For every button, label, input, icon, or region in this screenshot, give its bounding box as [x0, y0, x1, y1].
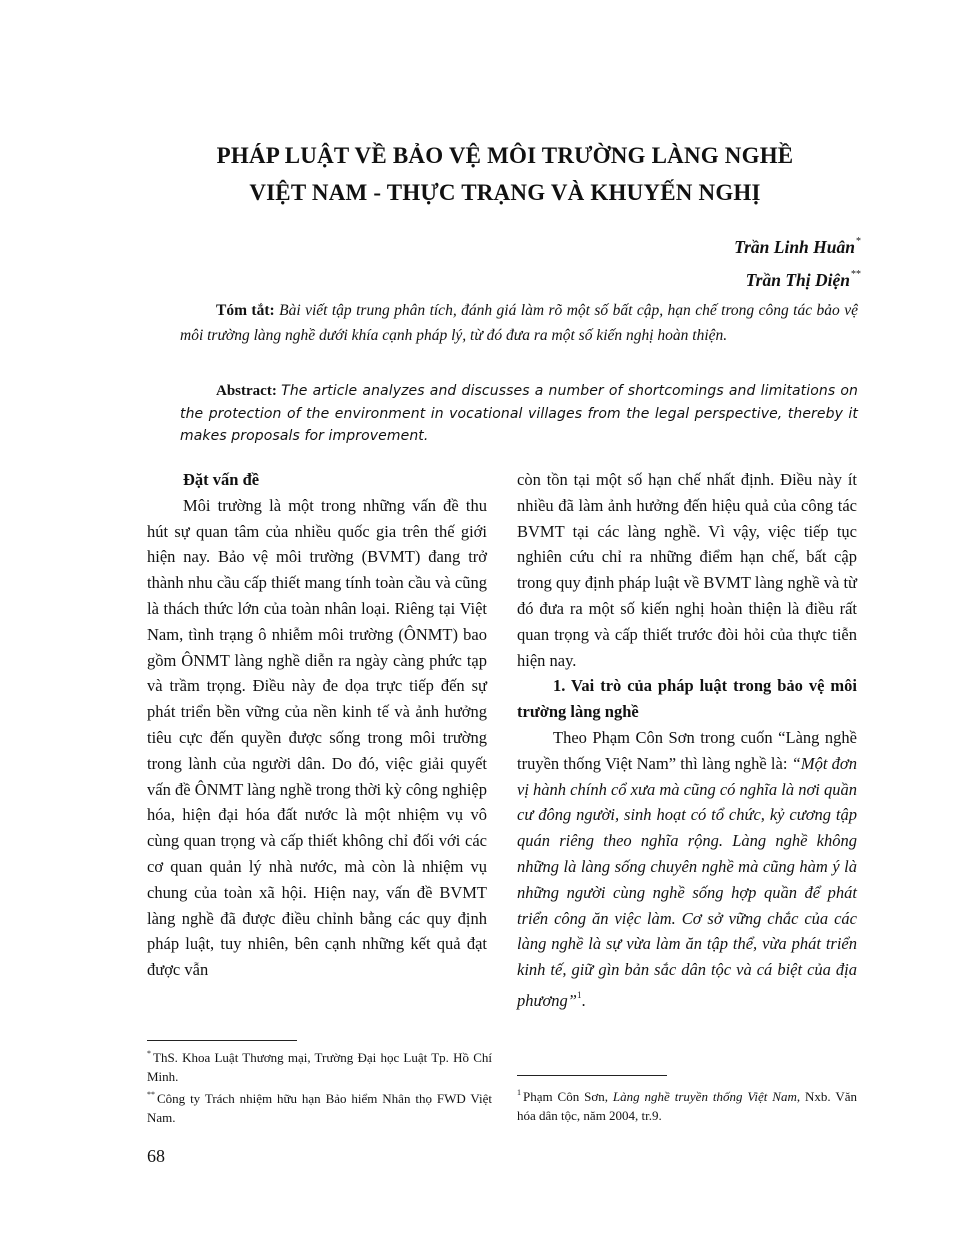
footnote-author-2	[147, 1086, 492, 1127]
right-column	[517, 467, 857, 1014]
left-column	[147, 467, 487, 983]
footnote-1-text: ThS. Khoa Luật Thương mại, Trường Đại học Luật Tp. Hồ Chí Minh.	[147, 1050, 492, 1084]
footnote-ref-1: 1	[576, 989, 582, 1000]
footnote-2-mark: **	[147, 1090, 155, 1099]
author-2-mark: **	[851, 269, 861, 280]
footnote-right-book: Làng nghề truyền thống Việt Nam	[612, 1089, 797, 1104]
title-line-1: PHÁP LUẬT VỀ BẢO VỆ MÔI TRƯỜNG LÀNG NGHỀ	[216, 143, 794, 168]
footnote-author-1	[147, 1045, 492, 1086]
abstract-vi-label: Tóm tắt:	[216, 302, 275, 319]
footnotes-left	[147, 1045, 492, 1127]
footnote-1-mark: *	[147, 1049, 151, 1058]
introduction-paragraph: Môi trường là một trong những vấn đề thu hút sự quan tâm của nhiều quốc gia trên thế giới hiện nay. Bảo vệ môi trường (BVMT) đang trở thành nhu cầu cấp thiết mang tính toàn cầu và cũng là thách thức lớn của toàn nhân loại. Riêng tại Việt Nam, tình trạng ô nhiễm môi trường (ÔNMT) bao gồm ÔNMT làng nghề diễn ra ngày càng phức tạp và trầm trọng. Điều này đe dọa trực tiếp đến sự phát triển bền vững của nền kinh tế và ảnh hưởng tiêu cực đến quyền được sống trong môi trường trong lành của người dân. Do đó, việc giải quyết vấn đề ÔNMT làng nghề trong thời kỳ công nghiệp hóa, hiện đại hóa đất nước là một nhiệm vụ vô cùng quan trọng và cấp thiết không chỉ đối với các cơ quan quản lý nhà nước, mà còn là nhiệm vụ chung của toàn xã hội. Hiện nay, vấn đề BVMT làng nghề đã được điều chỉnh bằng các quy định pháp luật, tuy nhiên, bên cạnh những kết quả đạt được vẫn	[147, 495, 487, 980]
page-number: 68	[147, 1146, 165, 1166]
definition-end: .	[581, 990, 586, 1010]
continuation-paragraph: còn tồn tại một số hạn chế nhất định. Điều này ít nhiều đã làm ảnh hưởng đến hiệu quả của công tác BVMT tại các làng nghề. Vì vậy, việc tiếp tục nghiên cứu chỉ ra những điểm hạn chế, bất cập trong quy định pháp luật về BVMT làng nghề và từ đó đưa ra một số kiến nghị hoàn thiện là điều rất quan trọng và cấp thiết trước đòi hỏi của thực tiễn hiện nay.	[517, 470, 857, 670]
definition-quote: “Một đơn vị hành chính cổ xưa mà cũng có nghĩa là nơi quần cư đông người, sinh hoạt có tổ chức, kỷ cương tập quán riêng theo nghĩa rộng. Làng nghề không những là làng sống chuyên nghề mà cũng hàm ý là những người cùng nghề sống hợp quần để phát triển công ăn việc làm. Cơ sở vững chắc của các làng nghề là sự vừa làm ăn tập thể, vừa phát triển kinh tế, giữ gìn bản sắc dân tộc và cá biệt của địa phương”	[517, 753, 857, 1010]
abstract-vietnamese	[180, 298, 858, 348]
abstract-vi-text: Bài viết tập trung phân tích, đánh giá làm rõ một số bất cập, hạn chế trong công tác bảo vệ môi trường làng nghề dưới khía cạnh pháp lý, từ đó đưa ra một số kiến nghị hoàn thiện.	[180, 302, 858, 344]
author-1	[734, 228, 861, 261]
author-1-mark: *	[856, 236, 861, 247]
footnote-right	[517, 1084, 857, 1125]
footnote-right-rest: , Nxb. Văn hóa dân tộc, năm 2004, tr.9.	[517, 1089, 858, 1123]
author-1-name: Trần Linh Huân	[734, 237, 855, 257]
author-list	[734, 228, 861, 294]
footnote-right-author: Phạm Côn Sơn,	[523, 1089, 613, 1104]
footnote-divider-left	[147, 1040, 297, 1041]
article-title	[120, 137, 890, 211]
author-2-name: Trần Thị Diện	[745, 270, 850, 290]
title-line-2: VIỆT NAM - THỰC TRẠNG VÀ KHUYẾN NGHỊ	[249, 180, 761, 205]
section-heading-1: 1. Vai trò của pháp luật trong bảo vệ môi trường làng nghề	[517, 676, 857, 722]
definition-intro: Theo Phạm Côn Sơn trong cuốn “Làng nghề truyền thống Việt Nam” thì làng nghề là:	[517, 727, 857, 773]
footnote-2-text: Công ty Trách nhiệm hữu hạn Bảo hiểm Nhân thọ FWD Việt Nam.	[147, 1091, 492, 1125]
abstract-en-label: Abstract:	[216, 383, 277, 399]
section-heading-introduction: Đặt vấn đề	[183, 470, 260, 489]
definition-paragraph	[517, 725, 857, 1014]
footnote-divider-right	[517, 1075, 667, 1076]
abstract-en-text: The article analyzes and discusses a number of shortcomings and limitations on the protection of the environment in vocational villages from the legal perspective, thereby it makes proposals for improvement.	[180, 383, 858, 444]
author-2	[734, 261, 861, 294]
abstract-english	[180, 380, 858, 448]
footnote-right-mark: 1	[517, 1088, 521, 1097]
